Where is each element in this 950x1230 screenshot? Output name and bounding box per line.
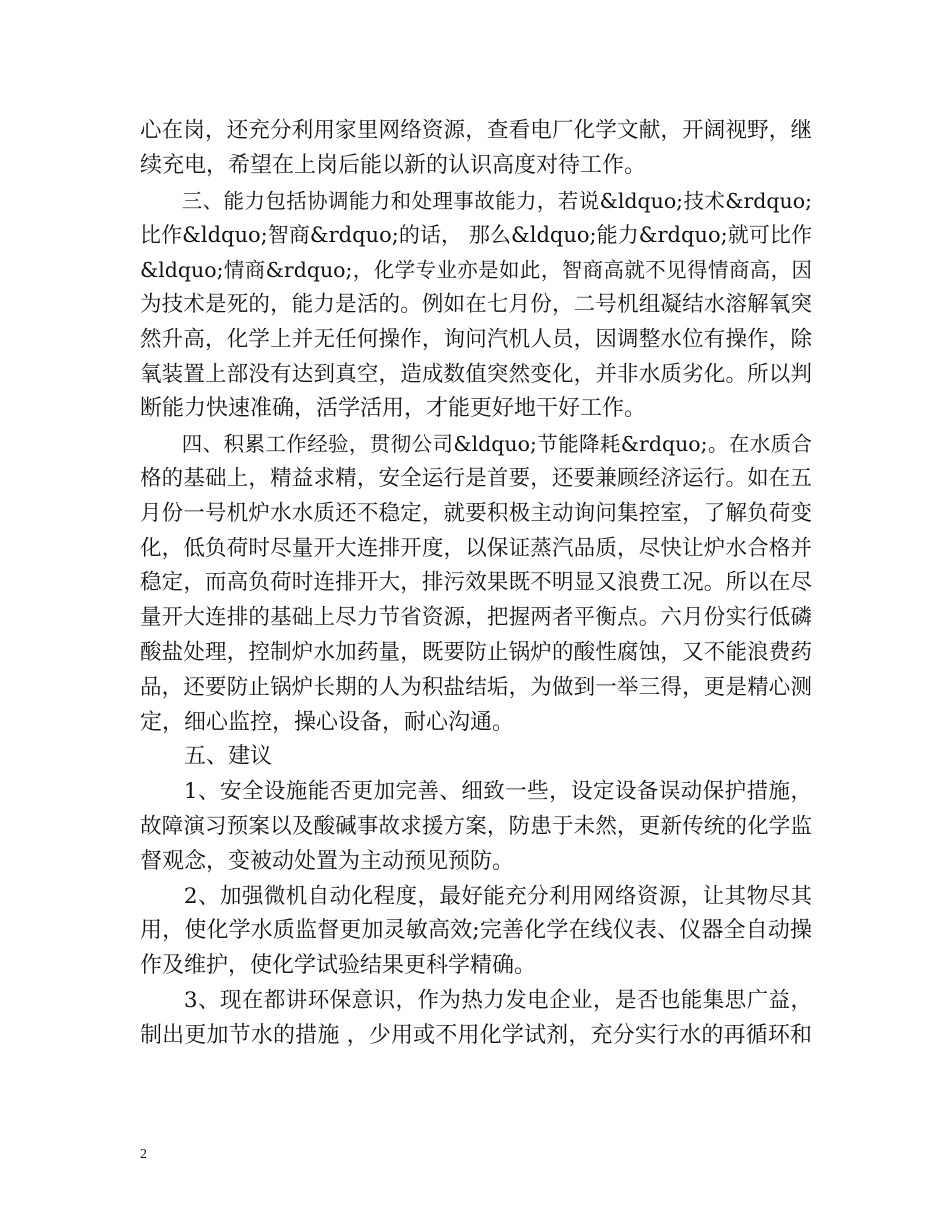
text-line: 然升高，化学上并无任何操作，询问汽机人员，因调整水位有操作，除 <box>140 326 812 352</box>
text-line: 氧装置上部没有达到真空，造成数值突然变化，并非水质劣化。所以判 <box>140 361 812 387</box>
text-line: 定，细心监控，操心设备，耐心沟通。 <box>140 709 515 735</box>
text-line: 故障演习预案以及酸碱事故求援方案，防患于未然，更新传统的化学监 <box>140 813 812 839</box>
text-line: 2、加强微机自动化程度，最好能充分利用网络资源，让其物尽其 <box>140 883 812 909</box>
text-line: 续充电，希望在上岗后能以新的认识高度对待工作。 <box>140 152 647 178</box>
text-line: 五、建议 <box>140 744 273 770</box>
text-line: 用，使化学水质监督更加灵敏高效;完善化学在线仪表、仪器全自动操 <box>140 918 812 944</box>
text-line: 3、现在都讲环保意识，作为热力发电企业，是否也能集思广益， <box>140 987 812 1013</box>
text-line: 比作&ldquo;智商&rdquo;的话， 那么&ldquo;能力&rdquo;就可比作 <box>140 223 812 248</box>
text-line: 量开大连排的基础上尽力节省资源，把握两者平衡点。六月份实行低磷 <box>140 605 812 631</box>
text-line: 品，还要防止锅炉长期的人为积盐结垢，为做到一举三得，更是精心测 <box>140 674 812 700</box>
text-line: 断能力快速准确，活学活用，才能更好地干好工作。 <box>140 396 647 422</box>
text-line: 三、能力包括协调能力和处理事故能力，若说&ldquo;技术&rdquo; <box>140 188 812 213</box>
text-line: 月份一号机炉水水质还不稳定，就要积极主动询问集控室，了解负荷变 <box>140 500 812 526</box>
body-text <box>140 114 812 1054</box>
page-number: 2 <box>140 1147 147 1162</box>
text-line: 督观念，变被动处置为主动预见预防。 <box>140 848 515 874</box>
text-line: 格的基础上，精益求精，安全运行是首要，还要兼顾经济运行。如在五 <box>140 465 812 491</box>
text-line: 化，低负荷时尽量开大连排开度，以保证蒸汽品质，尽快让炉水合格并 <box>140 535 812 561</box>
text-line: 为技术是死的，能力是活的。例如在七月份，二号机组凝结水溶解氧突 <box>140 291 812 317</box>
text-line: 制出更加节水的措施 ，少用或不用化学试剂，充分实行水的再循环和 <box>140 1022 812 1048</box>
text-line: 酸盐处理，控制炉水加药量，既要防止锅炉的酸性腐蚀，又不能浪费药 <box>140 639 812 665</box>
text-line: 心在岗，还充分利用家里网络资源，查看电厂化学文献，开阔视野，继 <box>140 118 812 143</box>
text-line: &ldquo;情商&rdquo;，化学专业亦是如此，智商高就不见得情商高，因 <box>140 258 812 283</box>
text-line: 四、积累工作经验，贯彻公司&ldquo;节能降耗&rdquo;。在水质合 <box>140 432 812 457</box>
text-line: 稳定，而高负荷时连排开大，排污效果既不明显又浪费工况。所以在尽 <box>140 570 812 596</box>
text-line: 1、安全设施能否更加完善、细致一些，设定设备误动保护措施， <box>140 779 812 805</box>
text-line: 作及维护，使化学试验结果更科学精确。 <box>140 953 537 979</box>
